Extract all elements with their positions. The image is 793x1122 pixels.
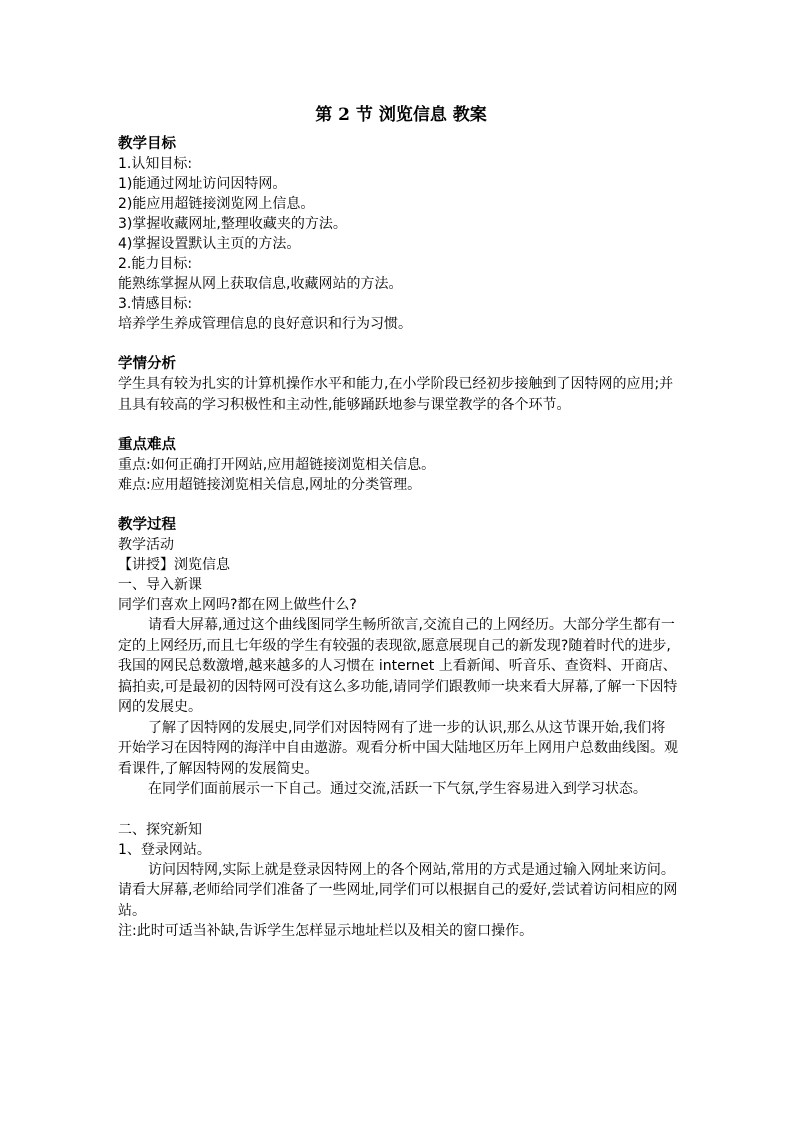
goal-line: 培养学生养成管理信息的良好意识和行为习惯。 — [118, 316, 412, 332]
note-line: 注:此时可适当补缺,告诉学生怎样显示地址栏以及相关的窗口操作。 — [118, 923, 534, 939]
spacer — [118, 495, 678, 515]
goal-line: 2.能力目标: — [118, 256, 193, 272]
goal-line: 3.情感目标: — [118, 296, 193, 312]
lecture-label: 【讲授】浏览信息 — [118, 557, 230, 573]
section-title: 二、探究新知 — [118, 821, 202, 838]
goal-line: 1)能通过网址访问因特网。 — [118, 176, 287, 192]
section-title: 一、导入新课 — [118, 577, 202, 593]
spacer — [118, 334, 678, 354]
goal-line: 4)掌握设置默认主页的方法。 — [118, 236, 301, 252]
body-paragraph: 访问因特网,实际上就是登录因特网上的各个网站,常用的方式是通过输入网址来访问。请看大屏幕,老师给同学们准备了一些网址,同学们可以根据自己的爱好,尝试着访问相应的网站。 — [118, 861, 678, 919]
goal-line: 3)掌握收藏网址,整理收藏夹的方法。 — [118, 216, 347, 232]
document-page — [118, 102, 678, 941]
body-paragraph: 了解了因特网的发展史,同学们对因特网有了进一步的认识,那么从这节课开始,我们将开始学习在因特网的海洋中自由遨游。观看分析中国大陆地区历年上网用户总数曲线图。观看课件,了解因特网的发展简史。 — [118, 719, 678, 777]
keypoint-line: 重点:如何正确打开网站,应用超链接浏览相关信息。 — [118, 457, 436, 473]
keypoint-line: 难点:应用超链接浏览相关信息,网址的分类管理。 — [118, 477, 422, 493]
heading-process: 教学过程 — [118, 517, 176, 533]
goal-line: 2)能应用超链接浏览网上信息。 — [118, 196, 315, 212]
activity-label: 教学活动 — [118, 537, 174, 553]
goal-line: 1.认知目标: — [118, 156, 193, 172]
heading-goals: 教学目标 — [118, 136, 176, 152]
heading-keypoints: 重点难点 — [118, 437, 176, 453]
document-title: 第 2 节 浏览信息 教案 — [315, 105, 487, 125]
heading-analysis: 学情分析 — [118, 356, 176, 372]
body-paragraph: 请看大屏幕,通过这个曲线图同学生畅所欲言,交流自己的上网经历。大部分学生都有一定的上网经历,而且七年级的学生有较强的表现欲,愿意展现自己的新发现?随着时代的进步,我国的网民总数激增,越来越多的人习惯在 internet 上看新闻、听音乐、查资料、开商店、搞拍卖,可是最初的因特网可没有这么多功能,请同学们跟教师一块来看大屏幕,了解一下因特网的发展史。 — [118, 617, 678, 715]
intro-question: 同学们喜欢上网吗?都在网上做些什么? — [118, 597, 357, 613]
subsection-title: 1、登录网站。 — [118, 841, 211, 858]
body-paragraph: 在同学们面前展示一下自己。通过交流,活跃一下气氛,学生容易进入到学习状态。 — [148, 781, 647, 797]
spacer — [118, 800, 678, 820]
goal-line: 能熟练掌握从网上获取信息,收藏网站的方法。 — [118, 276, 403, 292]
spacer — [118, 415, 678, 435]
analysis-paragraph: 学生具有较为扎实的计算机操作水平和能力,在小学阶段已经初步接触到了因特网的应用;并且具有较高的学习积极性和主动性,能够踊跃地参与课堂教学的各个环节。 — [118, 376, 674, 413]
